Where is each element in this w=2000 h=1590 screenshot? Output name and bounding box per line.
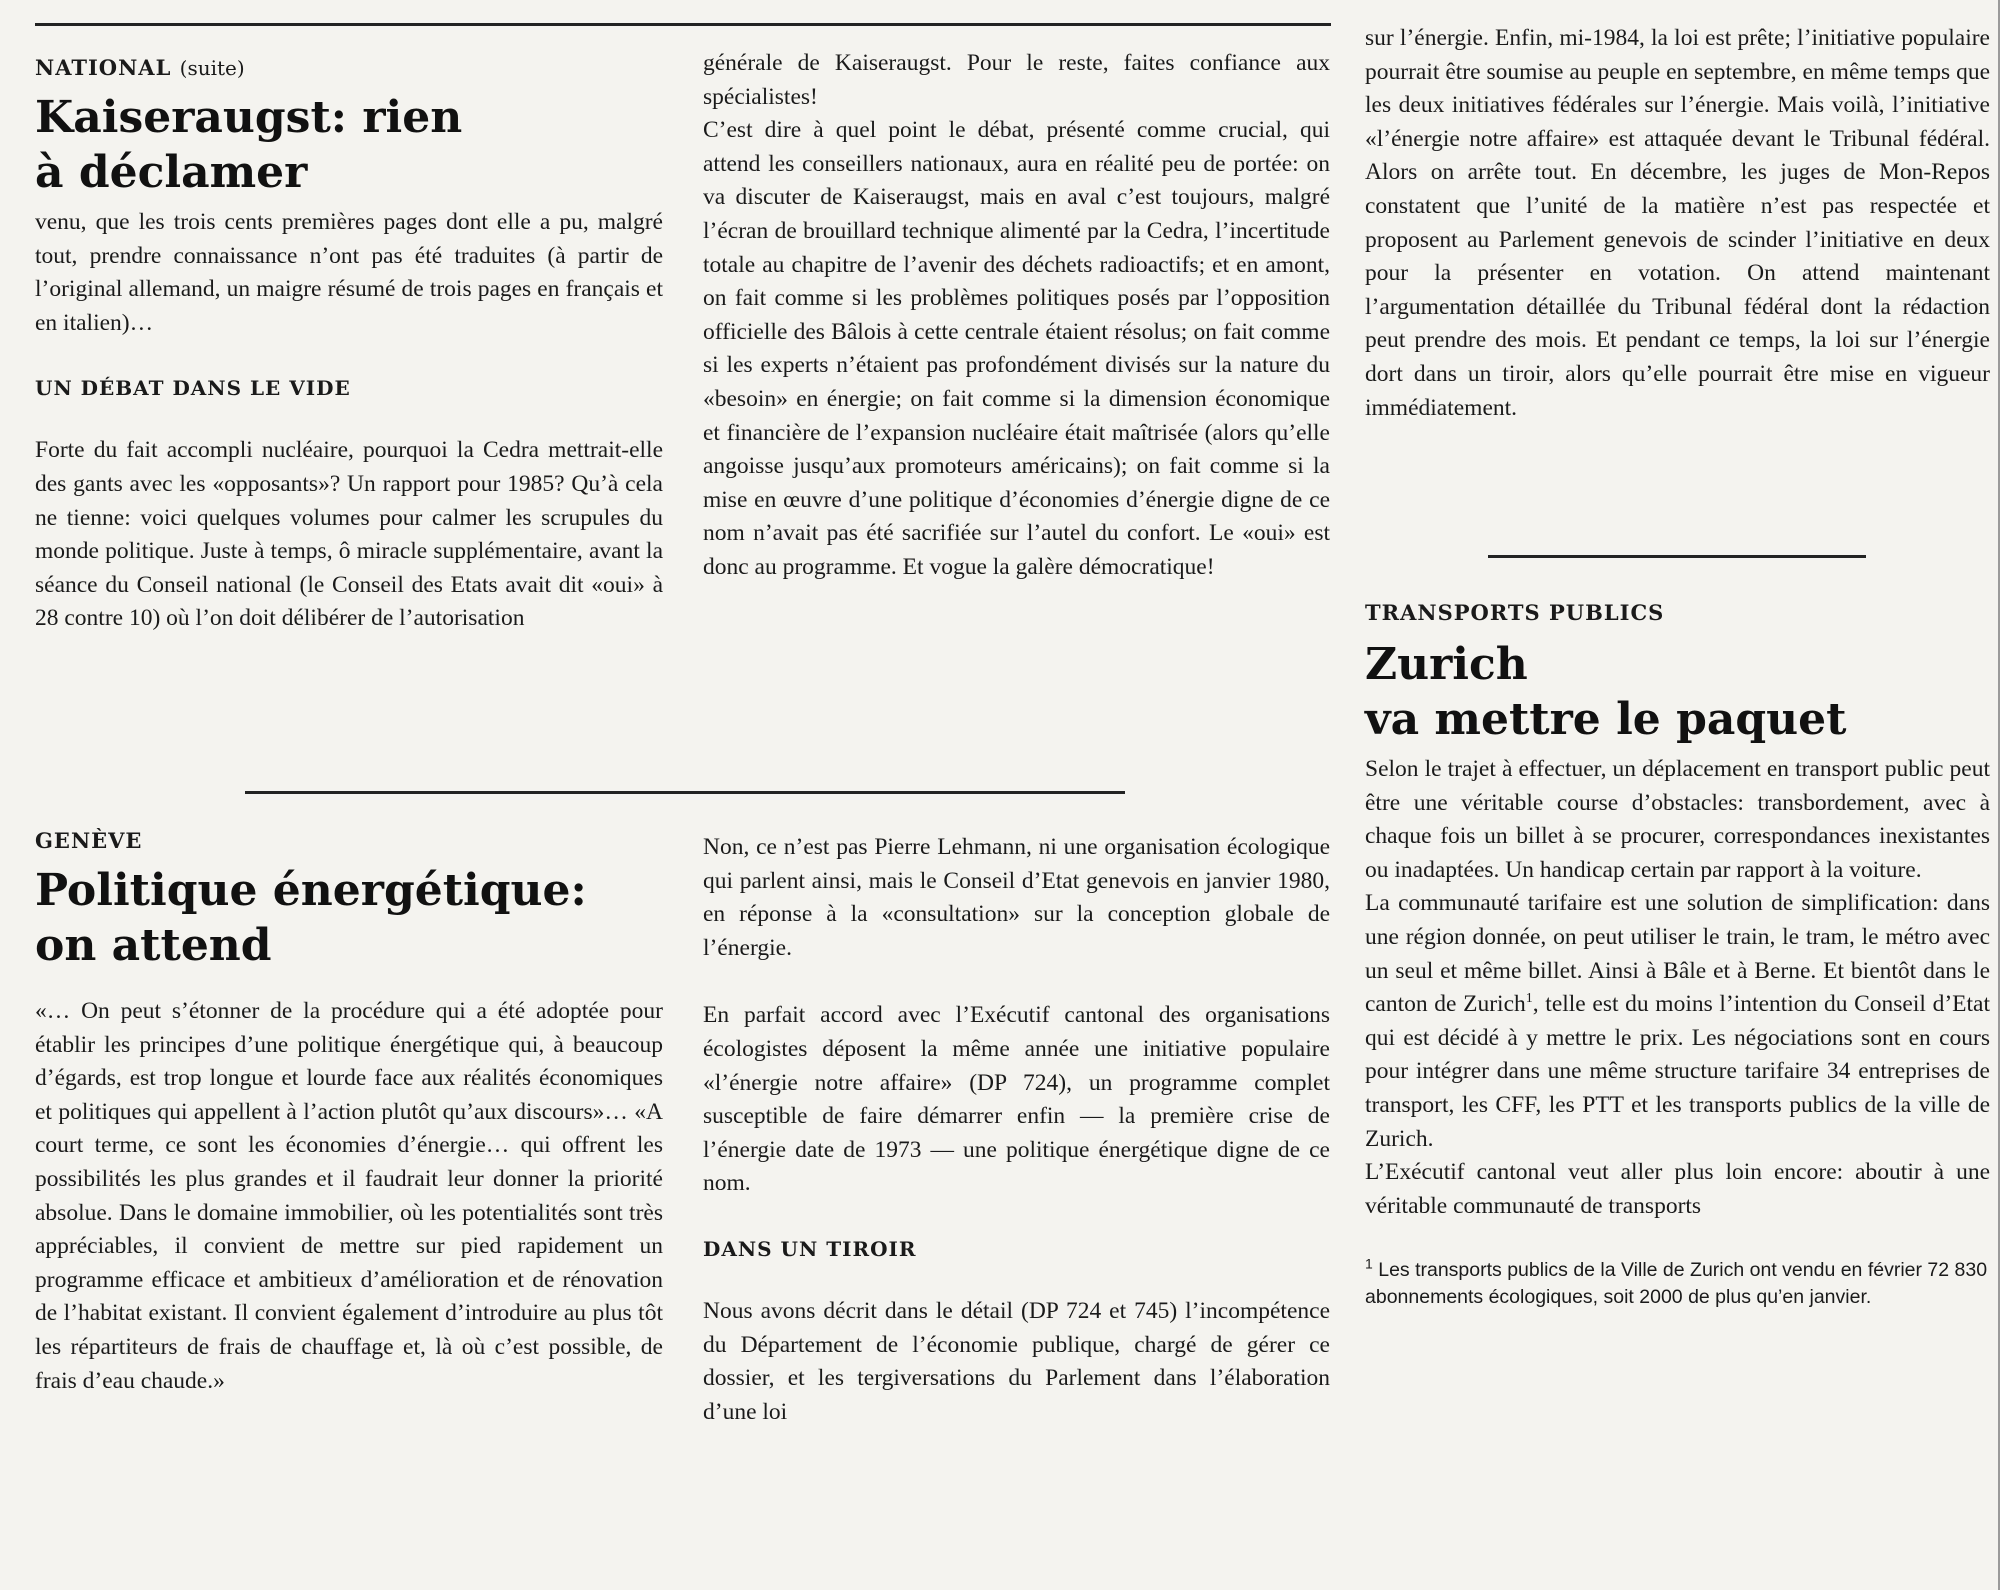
geneve-article-col2: [703, 831, 1330, 1429]
national-rubric: [35, 55, 663, 80]
geneve-article-col1: [35, 828, 663, 1398]
geneve-col2-para1: Non, ce n’est pas Pierre Lehmann, ni une organisation écologique qui parlent ainsi, mais le Conseil d’Etat genevois en janvier 1980, en réponse à la «consultation» sur la conception globale de l’énergie.: [703, 834, 1330, 961]
zurich-headline: [1365, 637, 1990, 747]
national-col2-para1: générale de Kaiseraugst. Pour le reste, faites confiance aux spécialistes!: [703, 50, 1330, 110]
footnote-ref: 1: [1525, 991, 1533, 1007]
headline-line: va mettre le paquet: [1365, 694, 1847, 745]
geneve-col2-para3: Nous avons décrit dans le détail (DP 724 et 745) l’incompétence du Département de l’économie publique, chargé de gérer ce dossier, et les tergiversations du Parlement dans l’élaboration d’une loi: [703, 1297, 1330, 1425]
top-rule: [35, 23, 1331, 26]
section-divider: [245, 791, 1125, 794]
headline-line: Politique énergétique:: [35, 865, 587, 916]
geneve-subhead: DANS UN TIROIR: [703, 1236, 917, 1261]
geneve-rubric: GENÈVE: [35, 828, 143, 853]
geneve-col3-para1: sur l’énergie. Enfin, mi-1984, la loi est prête; l’initiative populaire pourrait être soumise au peuple en septembre, en même temps que les deux initiatives fédérales sur l’énergie. Mais voilà, l’initiative «l’énergie notre affaire» est attaquée devant le Tribunal fédéral. Alors on arrête tout. En décembre, les juges de Mon-Repos constatent que l’unité de la matière n’est pas respectée et proposent au Parlement genevois de scinder l’initiative en deux pour la présenter en votation. On attend maintenant l’argumentation détaillée du Tribunal fédéral dont la rédaction peut prendre des mois. Et pendant ce temps, la loi sur l’énergie dort dans un tiroir, alors qu’elle pourrait être mise en vigueur immédiatement.: [1365, 25, 1990, 421]
zurich-article: [1365, 600, 1990, 1311]
zurich-top-rule: [1488, 555, 1866, 558]
zurich-para3: L’Exécutif cantonal veut aller plus loin encore: aboutir à une véritable communauté de transports: [1365, 1159, 1990, 1219]
footnote-marker: 1: [1365, 1255, 1373, 1272]
national-para1: venu, que les trois cents premières pages dont elle a pu, malgré tout, prendre connaissance n’ont pas été traduites (à partir de l’original allemand, un maigre résumé de trois pages en français et en italien)…: [35, 209, 663, 336]
rubric-label: NATIONAL: [35, 55, 172, 80]
geneve-col2-para2: En parfait accord avec l’Exécutif cantonal des organisations écologistes déposent la même année une initiative populaire «l’énergie notre affaire» (DP 724), un programme complet susceptible de faire démarrer enfin — la première crise de l’énergie date de 1973 — une politique énergétique digne de ce nom.: [703, 1002, 1330, 1197]
geneve-article-col3: [1365, 22, 1990, 425]
national-para2: Forte du fait accompli nucléaire, pourquoi la Cedra mettrait-elle des gants avec les «opposants»? Un rapport pour 1985? Qu’à cela ne tienne: voici quelques volumes pour calmer les scrupules du monde politique. Juste à temps, ô miracle supplémentaire, avant la séance du Conseil national (le Conseil des Etats avait dit «oui» à 28 contre 10) où l’on doit délibérer de l’autorisation: [35, 437, 663, 632]
geneve-headline: [35, 863, 663, 973]
national-headline: [35, 90, 663, 200]
national-article-col2: [703, 47, 1330, 585]
headline-line: on attend: [35, 920, 272, 971]
zurich-para1: Selon le trajet à effectuer, un déplacement en transport public peut être une véritable course d’obstacles: transbordement, avec à chaque fois un billet à se procurer, correspondances inexistantes ou inadaptées. Un handicap certain par rapport à la voiture.: [1365, 756, 1990, 883]
national-article-col1: [35, 55, 663, 636]
zurich-rubric: TRANSPORTS PUBLICS: [1365, 600, 1665, 625]
headline-line: Zurich: [1365, 639, 1528, 690]
national-col2-para2: C’est dire à quel point le débat, présenté comme crucial, qui attend les conseillers nationaux, aura en réalité peu de portée: on va discuter de Kaiseraugst, mais en aval c’est toujours, malgré l’écran de brouillard technique alimenté par la Cedra, l’incertitude totale au chapitre de l’avenir des déchets radioactifs; et en amont, on fait comme si les problèmes politiques posés par l’opposition officielle des Bâlois à cette centrale étaient résolus; on fait comme si les experts n’étaient pas profondément divisés sur la nature du «besoin» en énergie; on fait comme si la dimension économique et financière de l’expansion nucléaire était maîtrisée (alors qu’elle angoisse jusqu’aux promoteurs américains); on fait comme si la mise en œuvre d’une politique d’économies d’énergie digne de ce nom n’avait pas été sacrifiée sur l’autel du confort. Le «oui» est donc au programme. Et vogue la galère démocratique!: [703, 117, 1330, 580]
zurich-para2: [1365, 887, 1990, 1156]
rubric-suite: (suite): [179, 56, 245, 80]
zurich-footnote: [1365, 1257, 1990, 1311]
geneve-para1: «… On peut s’étonner de la procédure qui a été adoptée pour établir les principes d’une politique énergétique qui, à beaucoup d’égards, est trop longue et lourde face aux réalités économiques et politiques qui appellent à l’action plutôt qu’aux discours»… «A court terme, ce sont les économies d’énergie… qui offrent les possibilités les plus grandes et il faudrait leur donner la priorité absolue. Dans le domaine immobilier, où les potentialités sont très appréciables, il convient de mettre sur pied rapidement un programme efficace et ambitieux d’amélioration et de rénovation de l’habitat existant. Il convient également d’introduire au plus tôt les répartiteurs de frais de chauffage et, là où c’est possible, de frais d’eau chaude.»: [35, 998, 663, 1394]
headline-line: Kaiseraugst: rien: [35, 92, 463, 143]
para-text: La communauté tarifaire est une solution de simplification: dans une région donnée, on peut utiliser le train, le tram, le métro avec un seul et même billet. Ainsi à Bâle et à Berne. Et bientôt dans le canton de Zurich: [1365, 890, 1990, 1018]
headline-line: à déclamer: [35, 147, 308, 198]
national-subhead: UN DÉBAT DANS LE VIDE: [35, 376, 351, 401]
para-text: , telle est du moins l’intention du Conseil d’Etat qui est décidé à y mettre le prix. Les négociations sont en cours pour intégrer dans une même structure tarifaire 34 entreprises de transport, les CFF, les PTT et les transports publics de la ville de Zurich.: [1365, 991, 1990, 1152]
footnote-text: Les transports publics de la Ville de Zurich ont vendu en février 72 830 abonnements écologiques, soit 2000 de plus qu’en janvier.: [1365, 1259, 1988, 1309]
